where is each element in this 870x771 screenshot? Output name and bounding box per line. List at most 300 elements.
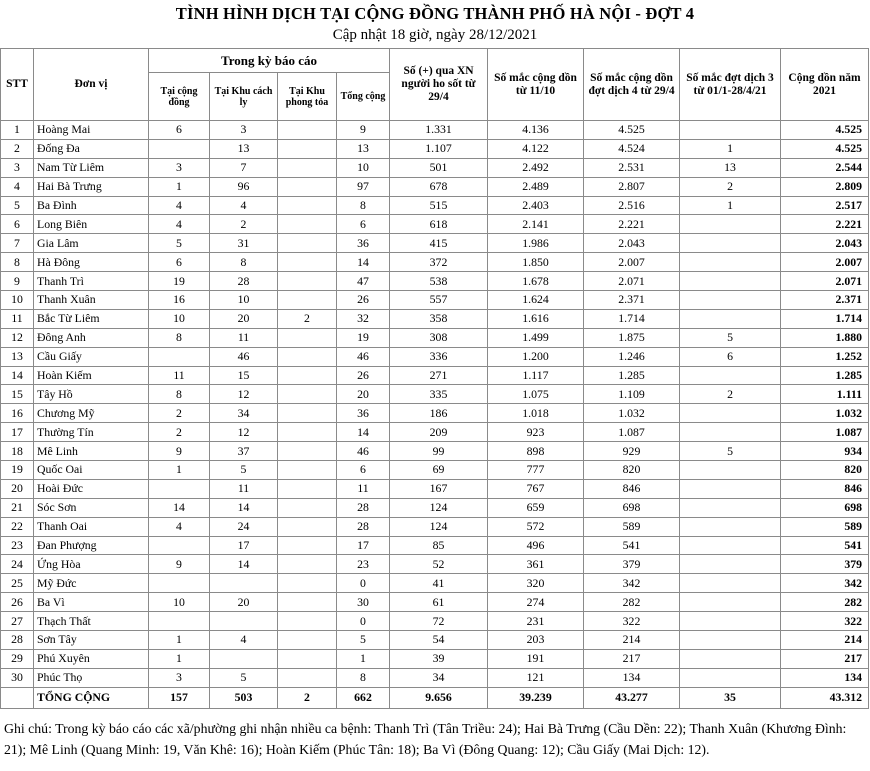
cell-lockdown bbox=[278, 404, 337, 423]
cell-isolation bbox=[210, 612, 278, 631]
cell-community: 11 bbox=[149, 366, 210, 385]
cell-community bbox=[149, 612, 210, 631]
cell-cum1110: 923 bbox=[488, 423, 584, 442]
cell-total: 26 bbox=[337, 366, 390, 385]
cell-community: 6 bbox=[149, 121, 210, 140]
cell-unit: Đông Anh bbox=[34, 328, 149, 347]
cell-unit: Quốc Oai bbox=[34, 461, 149, 480]
cell-lockdown bbox=[278, 158, 337, 177]
cell-cum1110: 898 bbox=[488, 442, 584, 461]
cell-stt: 5 bbox=[1, 196, 34, 215]
cell-stt: 19 bbox=[1, 461, 34, 480]
cell-lockdown bbox=[278, 612, 337, 631]
cell-stt: 24 bbox=[1, 555, 34, 574]
cell-tested: 167 bbox=[390, 479, 488, 498]
cell-stt: 1 bbox=[1, 121, 34, 140]
header-cum-wave4: Số mắc cộng dồn đợt dịch 4 từ 29/4 bbox=[584, 49, 680, 121]
cell-community: 1 bbox=[149, 649, 210, 668]
cell-wave3 bbox=[680, 612, 781, 631]
cell-community bbox=[149, 347, 210, 366]
cell-total: 6 bbox=[337, 215, 390, 234]
cell-cum1110: 659 bbox=[488, 498, 584, 517]
cell-wave3: 1 bbox=[680, 196, 781, 215]
total-row bbox=[1, 687, 869, 708]
cell-tested: 72 bbox=[390, 612, 488, 631]
cell-cum1110: 4.136 bbox=[488, 121, 584, 140]
cell-wave3 bbox=[680, 366, 781, 385]
cell-tested: 69 bbox=[390, 461, 488, 480]
cell-total: 11 bbox=[337, 479, 390, 498]
cell-tested: 618 bbox=[390, 215, 488, 234]
cell-isolation: 24 bbox=[210, 517, 278, 536]
cell-cum1110: 1.624 bbox=[488, 291, 584, 310]
cell-year: 342 bbox=[781, 574, 869, 593]
cell-tested: 52 bbox=[390, 555, 488, 574]
cell-community: 2 bbox=[149, 423, 210, 442]
cell-isolation: 17 bbox=[210, 536, 278, 555]
cell-wave3 bbox=[680, 574, 781, 593]
cell-cum1110: 231 bbox=[488, 612, 584, 631]
cell-wave4: 2.071 bbox=[584, 272, 680, 291]
cell-unit: Thanh Trì bbox=[34, 272, 149, 291]
cell-lockdown bbox=[278, 442, 337, 461]
cell-stt: 12 bbox=[1, 328, 34, 347]
cell-wave3 bbox=[680, 291, 781, 310]
cell-unit: Hoài Đức bbox=[34, 479, 149, 498]
cell-wave4: 342 bbox=[584, 574, 680, 593]
table-row bbox=[1, 347, 869, 366]
cell-lockdown bbox=[278, 498, 337, 517]
cell-isolation: 13 bbox=[210, 139, 278, 158]
cell-stt: 17 bbox=[1, 423, 34, 442]
cell-year: 4.525 bbox=[781, 139, 869, 158]
cell-year: 541 bbox=[781, 536, 869, 555]
cell-unit: Đan Phượng bbox=[34, 536, 149, 555]
cell-cum1110: 1.616 bbox=[488, 309, 584, 328]
cell-cum1110: 1.018 bbox=[488, 404, 584, 423]
table-row bbox=[1, 385, 869, 404]
cell-community: 4 bbox=[149, 196, 210, 215]
cell-total: 46 bbox=[337, 347, 390, 366]
cell-wave3 bbox=[680, 649, 781, 668]
cell-stt: 30 bbox=[1, 668, 34, 687]
cell-community: 10 bbox=[149, 593, 210, 612]
cell-cum1110: 1.075 bbox=[488, 385, 584, 404]
cell-community: 3 bbox=[149, 668, 210, 687]
cell-community: 10 bbox=[149, 309, 210, 328]
header-isolation: Tại Khu cách ly bbox=[210, 73, 278, 121]
cell-unit: Cầu Giấy bbox=[34, 347, 149, 366]
cell-unit: Hoàn Kiếm bbox=[34, 366, 149, 385]
cell-unit: Thanh Xuân bbox=[34, 291, 149, 310]
cell-tested: 372 bbox=[390, 253, 488, 272]
cell-wave4: 589 bbox=[584, 517, 680, 536]
cell-unit: Phúc Thọ bbox=[34, 668, 149, 687]
cell-total: 0 bbox=[337, 574, 390, 593]
cell-total: 8 bbox=[337, 668, 390, 687]
cell-total: 14 bbox=[337, 423, 390, 442]
cell-isolation: 3 bbox=[210, 121, 278, 140]
cell-wave4: 322 bbox=[584, 612, 680, 631]
header-stt: STT bbox=[1, 49, 34, 121]
cell-wave4: 2.221 bbox=[584, 215, 680, 234]
cell-year: 1.714 bbox=[781, 309, 869, 328]
cell-tested: 85 bbox=[390, 536, 488, 555]
cell-total: 1 bbox=[337, 649, 390, 668]
cell-wave4: 2.043 bbox=[584, 234, 680, 253]
cell-lockdown bbox=[278, 517, 337, 536]
cell-community bbox=[149, 574, 210, 593]
cell-stt: 18 bbox=[1, 442, 34, 461]
cell-stt: 10 bbox=[1, 291, 34, 310]
table-row bbox=[1, 668, 869, 687]
total-total: 662 bbox=[337, 687, 390, 708]
cell-tested: 34 bbox=[390, 668, 488, 687]
cell-total: 30 bbox=[337, 593, 390, 612]
cell-year: 2.221 bbox=[781, 215, 869, 234]
cell-cum1110: 572 bbox=[488, 517, 584, 536]
total-lockdown: 2 bbox=[278, 687, 337, 708]
cell-community: 8 bbox=[149, 385, 210, 404]
header-wave3: Số mắc đợt dịch 3 từ 01/1-28/4/21 bbox=[680, 49, 781, 121]
cell-stt: 16 bbox=[1, 404, 34, 423]
cell-lockdown bbox=[278, 328, 337, 347]
cell-cum1110: 1.200 bbox=[488, 347, 584, 366]
table-row bbox=[1, 404, 869, 423]
cell-unit: Gia Lâm bbox=[34, 234, 149, 253]
cell-wave4: 282 bbox=[584, 593, 680, 612]
cell-wave3 bbox=[680, 461, 781, 480]
cell-year: 2.007 bbox=[781, 253, 869, 272]
cell-community bbox=[149, 139, 210, 158]
cell-community: 4 bbox=[149, 215, 210, 234]
cell-stt: 27 bbox=[1, 612, 34, 631]
cell-wave4: 1.109 bbox=[584, 385, 680, 404]
header-tested-positive: Số (+) qua XN người ho sốt từ 29/4 bbox=[390, 49, 488, 121]
cell-wave3: 2 bbox=[680, 177, 781, 196]
table-row bbox=[1, 139, 869, 158]
total-tested: 9.656 bbox=[390, 687, 488, 708]
total-cum1110: 39.239 bbox=[488, 687, 584, 708]
cell-wave4: 820 bbox=[584, 461, 680, 480]
cell-tested: 358 bbox=[390, 309, 488, 328]
cell-total: 17 bbox=[337, 536, 390, 555]
table-row bbox=[1, 498, 869, 517]
cell-isolation: 14 bbox=[210, 555, 278, 574]
cell-total: 6 bbox=[337, 461, 390, 480]
table-row bbox=[1, 479, 869, 498]
cell-unit: Phú Xuyên bbox=[34, 649, 149, 668]
cell-tested: 124 bbox=[390, 517, 488, 536]
cell-cum1110: 320 bbox=[488, 574, 584, 593]
cell-lockdown bbox=[278, 555, 337, 574]
table-row bbox=[1, 158, 869, 177]
cell-community: 6 bbox=[149, 253, 210, 272]
cell-wave3 bbox=[680, 404, 781, 423]
cell-total: 8 bbox=[337, 196, 390, 215]
cell-total: 20 bbox=[337, 385, 390, 404]
cell-stt: 23 bbox=[1, 536, 34, 555]
cell-wave4: 2.007 bbox=[584, 253, 680, 272]
cell-tested: 336 bbox=[390, 347, 488, 366]
table-row bbox=[1, 612, 869, 631]
cell-tested: 39 bbox=[390, 649, 488, 668]
cell-unit: Thạch Thất bbox=[34, 612, 149, 631]
cell-year: 1.880 bbox=[781, 328, 869, 347]
cell-unit: Thanh Oai bbox=[34, 517, 149, 536]
header-cum-2021: Cộng dồn năm 2021 bbox=[781, 49, 869, 121]
cell-community bbox=[149, 536, 210, 555]
cell-wave3 bbox=[680, 536, 781, 555]
cell-wave4: 1.875 bbox=[584, 328, 680, 347]
page-subtitle: Cập nhật 18 giờ, ngày 28/12/2021 bbox=[332, 27, 538, 43]
cell-unit: Hai Bà Trưng bbox=[34, 177, 149, 196]
cell-isolation: 2 bbox=[210, 215, 278, 234]
cell-isolation: 31 bbox=[210, 234, 278, 253]
cell-community: 8 bbox=[149, 328, 210, 347]
table-row bbox=[1, 442, 869, 461]
cell-lockdown bbox=[278, 631, 337, 650]
table-row bbox=[1, 461, 869, 480]
table-row bbox=[1, 215, 869, 234]
covid-table bbox=[0, 48, 869, 709]
total-wave4: 43.277 bbox=[584, 687, 680, 708]
cell-cum1110: 1.499 bbox=[488, 328, 584, 347]
cell-wave3 bbox=[680, 668, 781, 687]
cell-stt: 29 bbox=[1, 649, 34, 668]
cell-wave4: 134 bbox=[584, 668, 680, 687]
cell-isolation: 4 bbox=[210, 631, 278, 650]
cell-isolation: 46 bbox=[210, 347, 278, 366]
cell-isolation: 96 bbox=[210, 177, 278, 196]
cell-stt: 9 bbox=[1, 272, 34, 291]
cell-isolation: 37 bbox=[210, 442, 278, 461]
cell-wave3 bbox=[680, 423, 781, 442]
cell-lockdown bbox=[278, 366, 337, 385]
cell-isolation: 20 bbox=[210, 593, 278, 612]
cell-isolation: 5 bbox=[210, 668, 278, 687]
cell-cum1110: 2.489 bbox=[488, 177, 584, 196]
cell-total: 5 bbox=[337, 631, 390, 650]
cell-year: 1.252 bbox=[781, 347, 869, 366]
table-row bbox=[1, 423, 869, 442]
cell-community bbox=[149, 479, 210, 498]
cell-isolation: 10 bbox=[210, 291, 278, 310]
cell-year: 2.371 bbox=[781, 291, 869, 310]
header-unit: Đơn vị bbox=[34, 49, 149, 121]
cell-wave4: 1.285 bbox=[584, 366, 680, 385]
cell-unit: Sơn Tây bbox=[34, 631, 149, 650]
cell-lockdown bbox=[278, 593, 337, 612]
cell-tested: 501 bbox=[390, 158, 488, 177]
cell-cum1110: 767 bbox=[488, 479, 584, 498]
cell-lockdown bbox=[278, 234, 337, 253]
cell-unit: Hà Đông bbox=[34, 253, 149, 272]
cell-cum1110: 1.678 bbox=[488, 272, 584, 291]
cell-lockdown bbox=[278, 423, 337, 442]
cell-year: 134 bbox=[781, 668, 869, 687]
cell-isolation: 5 bbox=[210, 461, 278, 480]
table-row bbox=[1, 517, 869, 536]
cell-total: 19 bbox=[337, 328, 390, 347]
cell-stt: 11 bbox=[1, 309, 34, 328]
cell-tested: 335 bbox=[390, 385, 488, 404]
cell-cum1110: 496 bbox=[488, 536, 584, 555]
table-row bbox=[1, 253, 869, 272]
cell-year: 379 bbox=[781, 555, 869, 574]
cell-wave3 bbox=[680, 498, 781, 517]
cell-total: 46 bbox=[337, 442, 390, 461]
cell-community: 5 bbox=[149, 234, 210, 253]
footnote: Ghi chú: Trong kỳ báo cáo các xã/phường ghi nhận nhiều ca bệnh: Thanh Trì (Tân Triều: 24); Hai Bà Trưng (Cầu Dền: 22); Thanh Xuân (Khương Đình: 21); Mê Linh (Quang Minh: 19, Văn Khê: 16); Hoàn Kiếm (Phúc Tân: 18); Ba Vì (Đông Quang: 12); Cầu Giấy (Mai Dịch: 12). bbox=[4, 721, 847, 757]
cell-year: 1.087 bbox=[781, 423, 869, 442]
cell-stt: 4 bbox=[1, 177, 34, 196]
cell-lockdown bbox=[278, 215, 337, 234]
cell-total: 9 bbox=[337, 121, 390, 140]
cell-stt: 14 bbox=[1, 366, 34, 385]
cell-community: 3 bbox=[149, 158, 210, 177]
cell-wave4: 4.525 bbox=[584, 121, 680, 140]
cell-unit: Hoàng Mai bbox=[34, 121, 149, 140]
cell-lockdown bbox=[278, 385, 337, 404]
cell-tested: 61 bbox=[390, 593, 488, 612]
cell-isolation: 12 bbox=[210, 385, 278, 404]
cell-lockdown bbox=[278, 291, 337, 310]
cell-total: 23 bbox=[337, 555, 390, 574]
cell-tested: 1.331 bbox=[390, 121, 488, 140]
cell-wave4: 1.087 bbox=[584, 423, 680, 442]
cell-total: 14 bbox=[337, 253, 390, 272]
cell-year: 846 bbox=[781, 479, 869, 498]
cell-total: 26 bbox=[337, 291, 390, 310]
table-row bbox=[1, 631, 869, 650]
cell-lockdown bbox=[278, 347, 337, 366]
cell-unit: Bắc Từ Liêm bbox=[34, 309, 149, 328]
header-total: Tổng cộng bbox=[337, 73, 390, 121]
header-period: Trong kỳ báo cáo bbox=[149, 49, 390, 73]
cell-isolation: 28 bbox=[210, 272, 278, 291]
table-row bbox=[1, 574, 869, 593]
cell-lockdown bbox=[278, 272, 337, 291]
cell-isolation: 34 bbox=[210, 404, 278, 423]
cell-stt: 8 bbox=[1, 253, 34, 272]
cell-isolation: 4 bbox=[210, 196, 278, 215]
header-community: Tại cộng đồng bbox=[149, 73, 210, 121]
cell-wave4: 379 bbox=[584, 555, 680, 574]
cell-tested: 515 bbox=[390, 196, 488, 215]
cell-year: 2.071 bbox=[781, 272, 869, 291]
cell-total: 97 bbox=[337, 177, 390, 196]
table-body bbox=[1, 121, 869, 688]
cell-total: 28 bbox=[337, 517, 390, 536]
cell-total: 36 bbox=[337, 404, 390, 423]
cell-lockdown bbox=[278, 196, 337, 215]
cell-lockdown bbox=[278, 121, 337, 140]
cell-unit: Nam Từ Liêm bbox=[34, 158, 149, 177]
cell-cum1110: 2.403 bbox=[488, 196, 584, 215]
cell-wave4: 1.246 bbox=[584, 347, 680, 366]
cell-lockdown bbox=[278, 177, 337, 196]
cell-total: 47 bbox=[337, 272, 390, 291]
cell-isolation: 8 bbox=[210, 253, 278, 272]
table-row bbox=[1, 291, 869, 310]
cell-wave3: 1 bbox=[680, 139, 781, 158]
cell-wave3 bbox=[680, 121, 781, 140]
cell-stt: 25 bbox=[1, 574, 34, 593]
cell-cum1110: 361 bbox=[488, 555, 584, 574]
cell-wave3 bbox=[680, 593, 781, 612]
cell-total: 36 bbox=[337, 234, 390, 253]
cell-lockdown bbox=[278, 479, 337, 498]
table-row bbox=[1, 196, 869, 215]
cell-unit: Ba Đình bbox=[34, 196, 149, 215]
cell-wave4: 2.531 bbox=[584, 158, 680, 177]
cell-wave3 bbox=[680, 215, 781, 234]
cell-wave4: 1.032 bbox=[584, 404, 680, 423]
cell-wave4: 2.371 bbox=[584, 291, 680, 310]
cell-tested: 538 bbox=[390, 272, 488, 291]
cell-year: 820 bbox=[781, 461, 869, 480]
cell-cum1110: 2.492 bbox=[488, 158, 584, 177]
cell-year: 1.111 bbox=[781, 385, 869, 404]
cell-year: 698 bbox=[781, 498, 869, 517]
cell-lockdown: 2 bbox=[278, 309, 337, 328]
cell-community: 2 bbox=[149, 404, 210, 423]
cell-year: 322 bbox=[781, 612, 869, 631]
cell-community: 1 bbox=[149, 631, 210, 650]
total-label: TỔNG CỘNG bbox=[34, 687, 149, 708]
cell-year: 589 bbox=[781, 517, 869, 536]
cell-stt: 2 bbox=[1, 139, 34, 158]
cell-isolation bbox=[210, 574, 278, 593]
cell-wave4: 698 bbox=[584, 498, 680, 517]
cell-tested: 124 bbox=[390, 498, 488, 517]
cell-isolation: 7 bbox=[210, 158, 278, 177]
cell-stt: 3 bbox=[1, 158, 34, 177]
table-row bbox=[1, 272, 869, 291]
cell-wave3 bbox=[680, 555, 781, 574]
total-year: 43.312 bbox=[781, 687, 869, 708]
table-row bbox=[1, 328, 869, 347]
cell-cum1110: 2.141 bbox=[488, 215, 584, 234]
cell-wave4: 2.807 bbox=[584, 177, 680, 196]
cell-total: 10 bbox=[337, 158, 390, 177]
cell-wave3 bbox=[680, 517, 781, 536]
cell-unit: Thường Tín bbox=[34, 423, 149, 442]
cell-isolation: 14 bbox=[210, 498, 278, 517]
cell-unit: Long Biên bbox=[34, 215, 149, 234]
cell-community: 4 bbox=[149, 517, 210, 536]
header-cum-since-1110: Số mắc cộng dồn từ 11/10 bbox=[488, 49, 584, 121]
cell-isolation bbox=[210, 649, 278, 668]
cell-tested: 54 bbox=[390, 631, 488, 650]
cell-wave3 bbox=[680, 253, 781, 272]
cell-unit: Mỹ Đức bbox=[34, 574, 149, 593]
cell-wave3 bbox=[680, 272, 781, 291]
cell-lockdown bbox=[278, 649, 337, 668]
cell-tested: 186 bbox=[390, 404, 488, 423]
cell-lockdown bbox=[278, 536, 337, 555]
cell-year: 2.043 bbox=[781, 234, 869, 253]
cell-unit: Mê Linh bbox=[34, 442, 149, 461]
total-isolation: 503 bbox=[210, 687, 278, 708]
table-row bbox=[1, 593, 869, 612]
cell-wave3: 6 bbox=[680, 347, 781, 366]
cell-wave3: 2 bbox=[680, 385, 781, 404]
cell-tested: 557 bbox=[390, 291, 488, 310]
cell-wave4: 217 bbox=[584, 649, 680, 668]
cell-lockdown bbox=[278, 668, 337, 687]
